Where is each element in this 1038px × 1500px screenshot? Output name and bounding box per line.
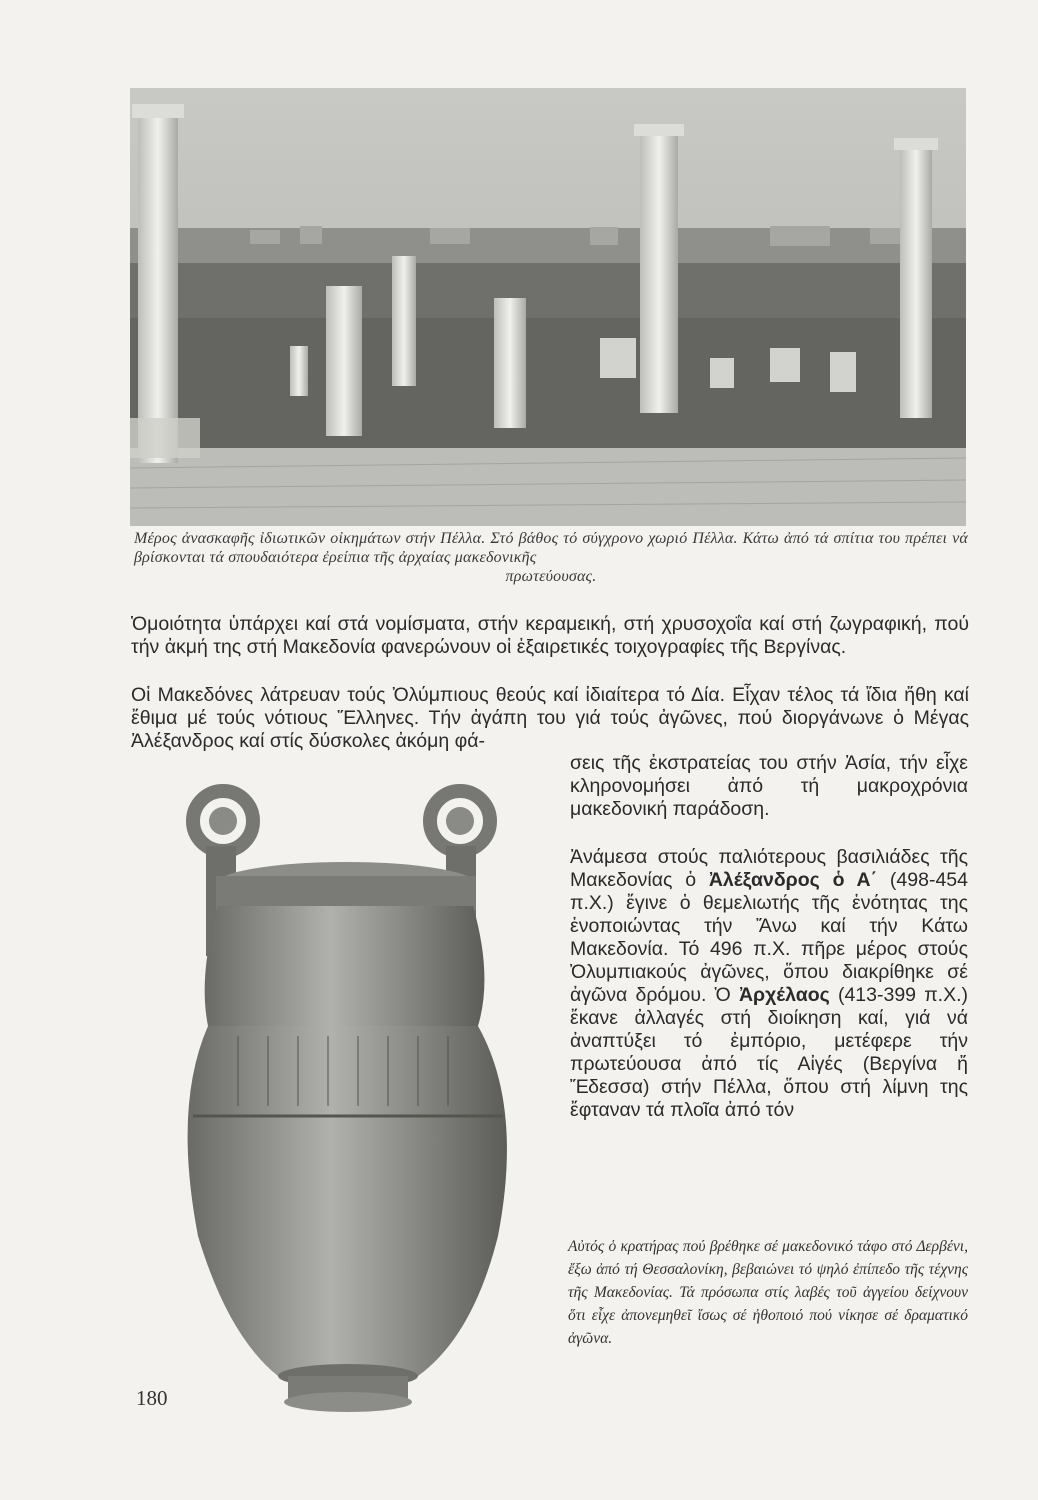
caption-last-line: πρωτεύουσας.: [505, 568, 597, 585]
columns-photo-icon: [130, 88, 966, 526]
vase-caption: Αὐτός ὁ κρατήρας πού βρέθηκε σέ μακεδονικό τάφο στό Δερβένι, ἔξω ἀπό τή Θεσσαλονίκη, βεβαιώνει τό ψηλό ἐπίπεδο τῆς τέχνης τῆς Μακεδονίας. Τά πρόσωπα στίς λαβές τοῦ ἀγγείου δείχνουν ὅτι εἶχε ἀπονεμηθεῖ ἴσως σέ ἠθοποιό πού νίκησε σέ δραματικό ἀγῶνα.: [568, 1238, 968, 1347]
page-number: 180: [136, 1386, 168, 1410]
kings-text-a: Ἀνάμεσα στούς παλιότερους βασιλιάδες τῆς Μακεδονίας ὁ: [570, 846, 968, 891]
photo-caption: [134, 529, 968, 586]
kings-text-e: (413-399 π.Χ.) ἔκανε ἀλλαγές στή διοίκηση καί, γιά νά ἀναπτύξει τό ἐμπόριο, μετέφερε τήν πρωτεύουσα ἀπό τίς Αἰγές (Βεργίνα ἤ Ἔδεσσα) στήν Πέλλα, ὅπου στή λίμνη της ἔφταναν τά πλοῖα ἀπό τόν: [570, 984, 968, 1121]
paragraph-similarity: Ὁμοιότητα ὑπάρχει καί στά νομίσματα, στήν κεραμεική, στή χρυσοχοΐα καί στή ζωγραφική, πού τήν ἀκμή της στή Μακεδονία φανερώνουν οἱ ἐξαιρετικές τοιχογραφίες τῆς Βεργίνας.: [131, 613, 969, 658]
king-alexander-name: Ἀλέξανδρος ὁ Α΄: [708, 869, 878, 891]
paragraph-gods-continued: σεις τῆς ἐκστρατείας του στήν Ἀσία, τήν εἶχε κληρονομήσει ἀπό τή μακροχρόνια μακεδονική παράδοση.: [570, 752, 968, 820]
derveni-krater-photo: [178, 776, 528, 1416]
pella-ruins-photo: [130, 88, 966, 526]
kings-text-c: (498-454 π.Χ.) ἔγινε ὁ θεμελιωτής τῆς ἑνότητας της ἑνοποιώντας τήν Ἄνω καί τήν Κάτω Μακεδονία. Τό 496 π.Χ. πῆρε μέρος στούς Ὀλυμπιακούς ἀγῶνες, ὅπου διακρίθηκε σέ ἀγῶνα δρόμου. Ὁ: [570, 869, 968, 1006]
king-archelaus-name: Ἀρχέλαος: [738, 984, 830, 1006]
paragraph-gods: Οἱ Μακεδόνες λάτρευαν τούς Ὀλύμπιους θεούς καί ἰδιαίτερα τό Δία. Εἶχαν τέλος τά ἴδια ἤθη καί ἔθιμα μέ τούς νότιους Ἕλληνες. Τήν ἀγάπη του γιά τούς ἀγῶνες, πού διοργάνωνε ὁ Μέγας Ἀλέξανδρος καί στίς δύσκολες ἀκόμη φά-: [131, 684, 969, 752]
krater-vase-icon: [178, 776, 528, 1416]
caption-text: Μέρος ἀνασκαφῆς ἰδιωτικῶν οἰκημάτων στήν Πέλλα. Στό βάθος τό σύγχρονο χωριό Πέλλα. Κάτω ἀπό τά σπίτια του πρέπει νά βρίσκονται τά σπουδαιότερα ἐρείπια τῆς ἀρχαίας μακεδονικῆς: [134, 530, 968, 566]
paragraph-kings: [570, 846, 968, 1122]
